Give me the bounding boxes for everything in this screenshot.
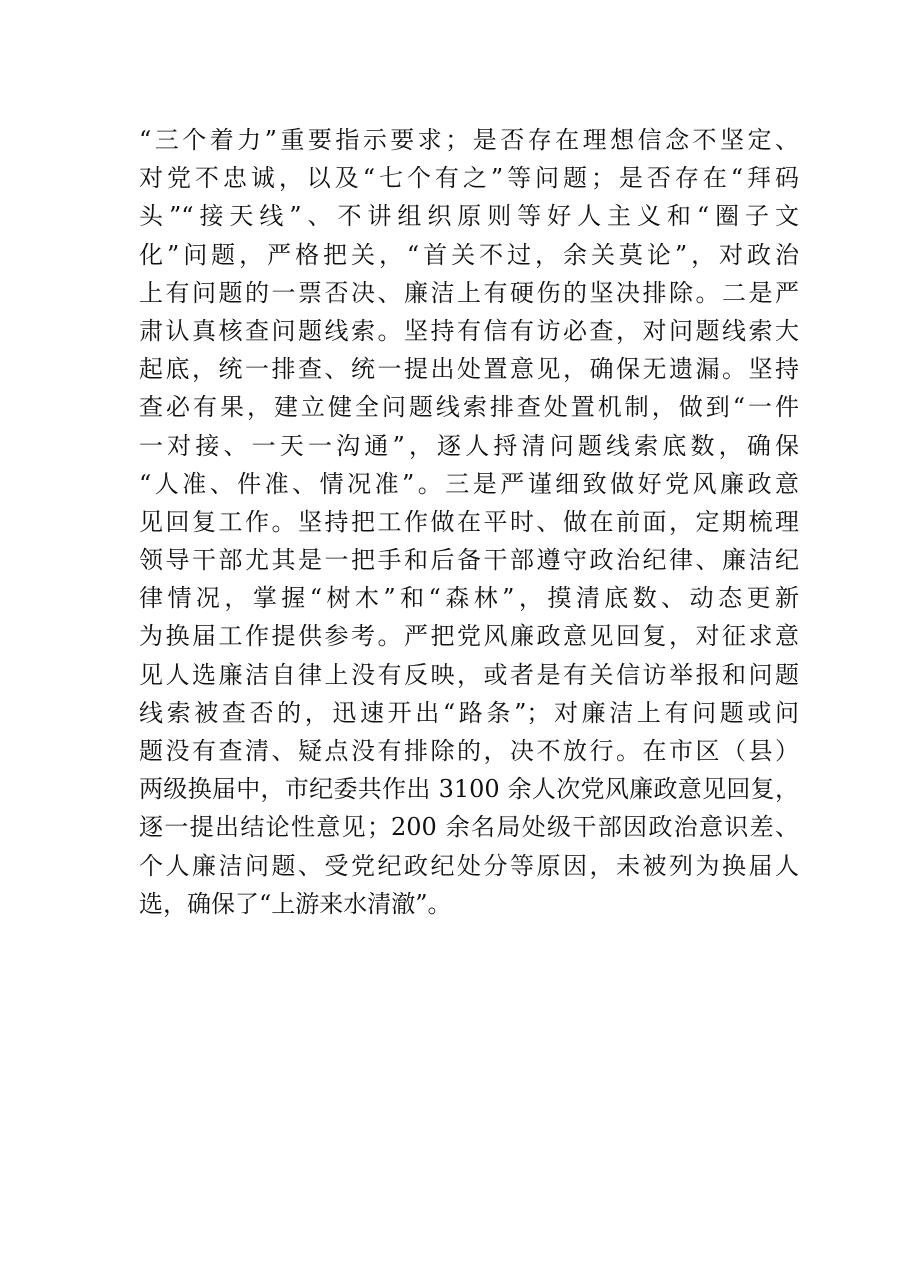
text-line: 逐一提出结论性意见；200 余名局处级干部因政治意识差、 [139, 813, 799, 842]
text-line: 律情况，掌握“树木”和“森林”，摸清底数、动态更新 [139, 584, 799, 613]
text-line: 化”问题，严格把关，“首关不过，余关莫论”，对政治 [139, 240, 799, 269]
text-line: 查必有果，建立健全问题线索排查处置机制，做到“一件 [139, 393, 799, 422]
text-line: 头”“接天线”、不讲组织原则等好人主义和“圈子文 [139, 202, 799, 231]
text-line: 一对接、一天一沟通”，逐人捋清问题线索底数，确保 [139, 431, 799, 460]
text-line: 题没有查清、疑点没有排除的，决不放行。在市区（县） [139, 737, 799, 765]
text-line: 选，确保了“上游来水清澈”。 [139, 889, 452, 918]
text-line: 见人选廉洁自律上没有反映，或者是有关信访举报和问题 [139, 660, 799, 689]
text-line: 领导干部尤其是一把手和后备干部遵守政治纪律、廉洁纪 [139, 546, 799, 575]
text-line: 上有问题的一票否决、廉洁上有硬伤的坚决排除。二是严 [139, 278, 799, 307]
text-line: 肃认真核查问题线索。坚持有信有访必查，对问题线索大 [139, 316, 799, 345]
text-line: 两级换届中，市纪委共作出 3100 余人次党风廉政意见回复， [139, 775, 799, 804]
text-line: 对党不忠诚，以及“七个有之”等问题；是否存在“拜码 [139, 164, 799, 193]
text-line: 起底，统一排查、统一提出处置意见，确保无遗漏。坚持 [139, 355, 799, 384]
text-line: 见回复工作。坚持把工作做在平时、做在前面，定期梳理 [139, 507, 799, 536]
text-line: 线索被查否的，迅速开出“路条”；对廉洁上有问题或问 [139, 698, 799, 727]
text-line: 为换届工作提供参考。严把党风廉政意见回复，对征求意 [139, 622, 799, 651]
text-line: “三个着力”重要指示要求；是否存在理想信念不坚定、 [139, 126, 799, 154]
body-paragraph [139, 121, 799, 923]
text-line: 个人廉洁问题、受党纪政纪处分等原因，未被列为换届人 [139, 851, 799, 880]
text-line: “人准、件准、情况准”。三是严谨细致做好党风廉政意 [139, 469, 799, 498]
